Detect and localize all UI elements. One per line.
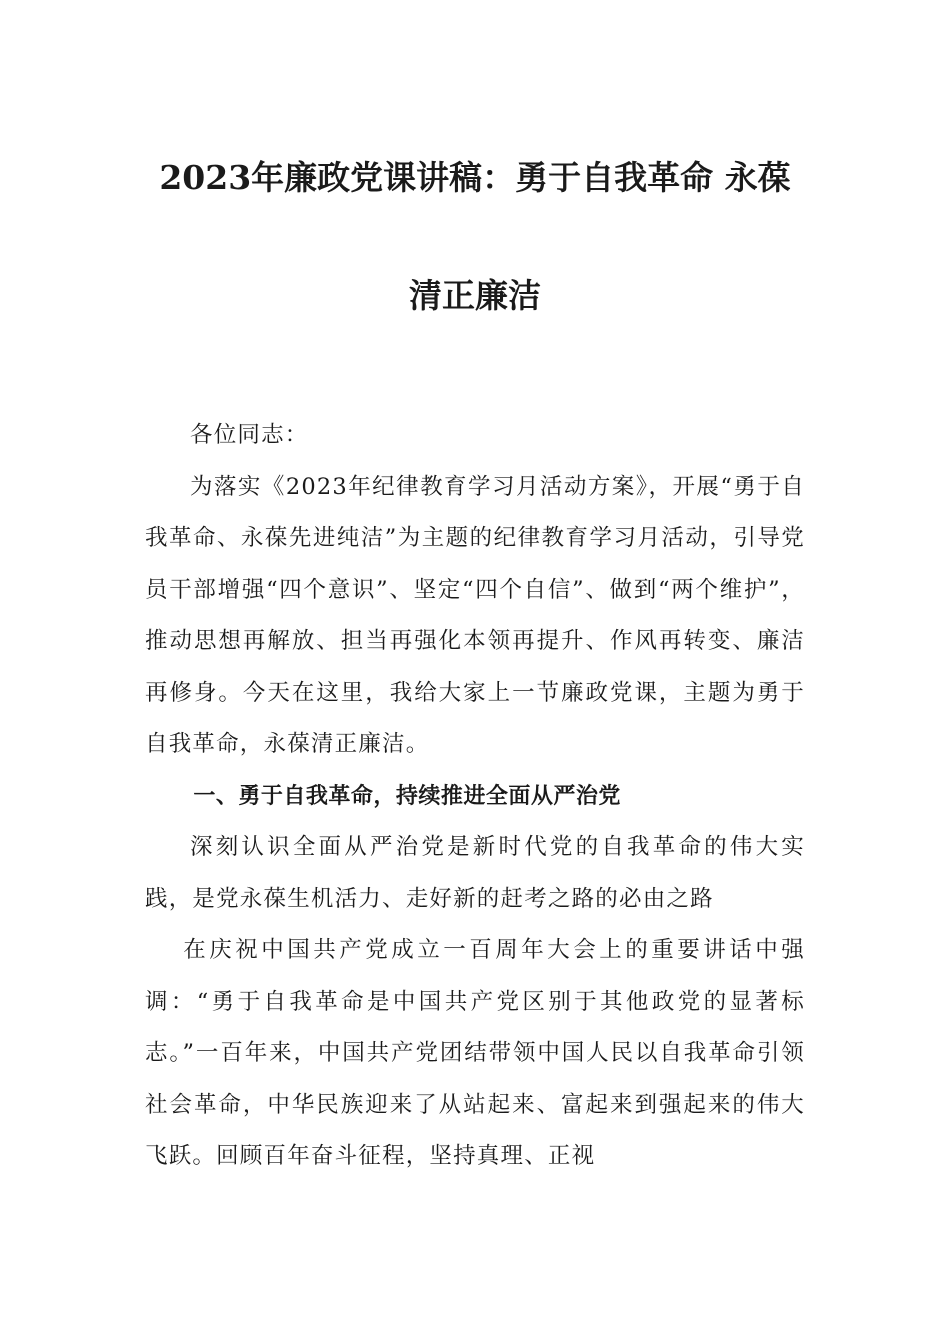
section-paragraph-1: 深刻认识全面从严治党是新时代党的自我革命的伟大实践，是党永葆生机活力、走好新的赶考之路的必由之路	[145, 834, 805, 912]
section-paragraph-2: 在庆祝中国共产党成立一百周年大会上的重要讲话中强调：“勇于自我革命是中国共产党区别于其他政党的显著标志。”一百年来，中国共产党团结带领中国人民以自我革命引领社会革命，中华民族迎来了从站起来、富起来到强起来的伟大飞跃。回顾百年奋斗征程，坚持真理、正视	[145, 937, 805, 1169]
intro-paragraph: 为落实《2023年纪律教育学习月活动方案》，开展“勇于自我革命、永葆先进纯洁”为主题的纪律教育学习月活动，引导党员干部增强“四个意识”、坚定“四个自信”、做到“两个维护”，推动思想再解放、担当再强化本领再提升、作风再转变、廉洁再修身。今天在这里，我给大家上一节廉政党课，主题为勇于自我革命，永葆清正廉洁。	[145, 473, 805, 757]
salutation: 各位同志：	[190, 422, 309, 448]
document-title-line-2: 清正廉洁	[409, 276, 541, 315]
section-heading-1: 一、勇于自我革命，持续推进全面从严治党	[193, 783, 621, 809]
document-title-line-1: 2023年廉政党课讲稿：勇于自我革命 永葆	[159, 158, 791, 197]
document-body	[145, 410, 805, 1183]
